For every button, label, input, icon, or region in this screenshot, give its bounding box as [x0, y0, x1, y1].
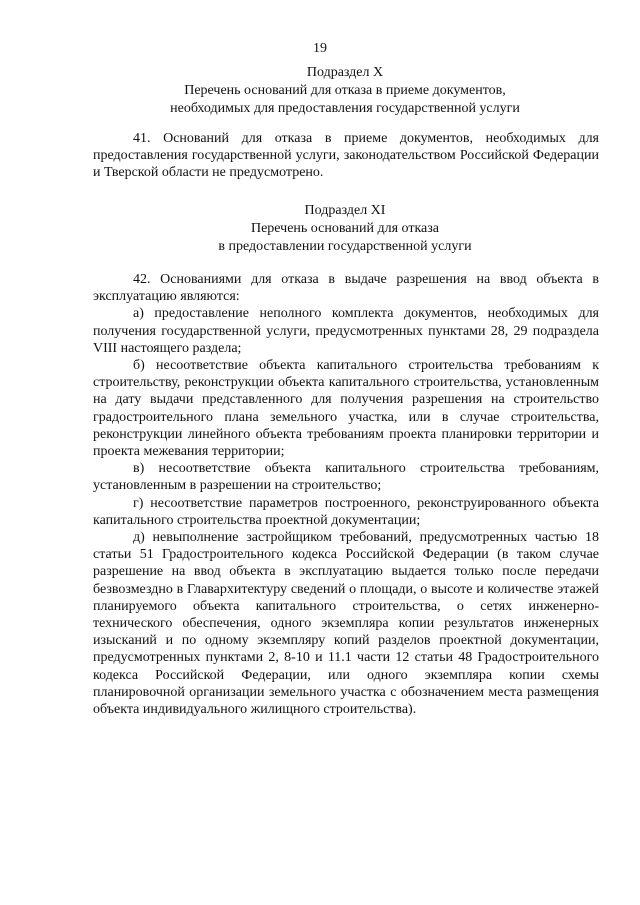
- paragraph-42-item-a: а) предоставление неполного комплекта документов, необходимых для получения государственной услуги, предусмотренных пунктами 28, 29 подраздела VIII настоящего раздела;: [93, 306, 599, 356]
- subsection-x-heading: [90, 64, 600, 118]
- paragraph-42: [93, 271, 599, 718]
- paragraph-42-item-g: г) несоответствие параметров построенного, реконструированного объекта капитального строительства проектной документации;: [93, 495, 599, 528]
- paragraph-42-item-d: д) невыполнение застройщиком требований, предусмотренных частью 18 статьи 51 Градостроительного кодекса Российской Федерации (в таком случае разрешение на ввод объекта в эксплуатацию выдается только после передачи безвозмездно в Главархитектуру сведений о площади, о высоте и количестве этажей планируемого объекта капитального строительства, о сетях инженерно-технического обеспечения, одного экземпляра копии результатов инженерных изысканий и по одному экземпляру копий разделов проектной документации, предусмотренных пунктами 2, 8-10 и 11.1 части 12 статьи 48 Градостроительного кодекса Российской Федерации, или одного экземпляра копии схемы планировочной организации земельного участка с обозначением места размещения объекта индивидуального жилищного строительства).: [93, 530, 599, 718]
- subsection-xi-label: Подраздел XI: [304, 203, 386, 218]
- subsection-xi-heading: [90, 202, 600, 256]
- paragraph-42-intro: 42. Основаниями для отказа в выдаче разрешения на ввод объекта в эксплуатацию являются:: [93, 272, 599, 305]
- subsection-xi-title-line2: в предоставлении государственной услуги: [218, 239, 472, 254]
- page-number: 19: [313, 41, 327, 56]
- paragraph-42-item-v: в) несоответствие объекта капитального строительства требованиям, установленным в разрешении на строительство;: [93, 461, 599, 494]
- subsection-x-label: Подраздел X: [306, 65, 384, 80]
- paragraph-41: 41. Оснований для отказа в приеме документов, необходимых для предоставления государственной услуги, законодательством Российской Федерации и Тверской области не предусмотрено.: [93, 131, 599, 181]
- subsection-xi-title-line1: Перечень оснований для отказа: [250, 221, 440, 236]
- paragraph-42-item-b: б) несоответствие объекта капитального строительства требованиям к строительству, реконструкции объекта капитального строительства, установленным на дату выдачи представленного для получения разрешения на строительство градостроительного плана земельного участка, или в случае строительства, реконструкции линейного объекта требованиям проекта планировки территории и проекта межевания территории;: [93, 358, 599, 460]
- subsection-x-title-line1: Перечень оснований для отказа в приеме документов,: [184, 83, 506, 98]
- subsection-x-title-line2: необходимых для предоставления государственной услуги: [170, 101, 520, 116]
